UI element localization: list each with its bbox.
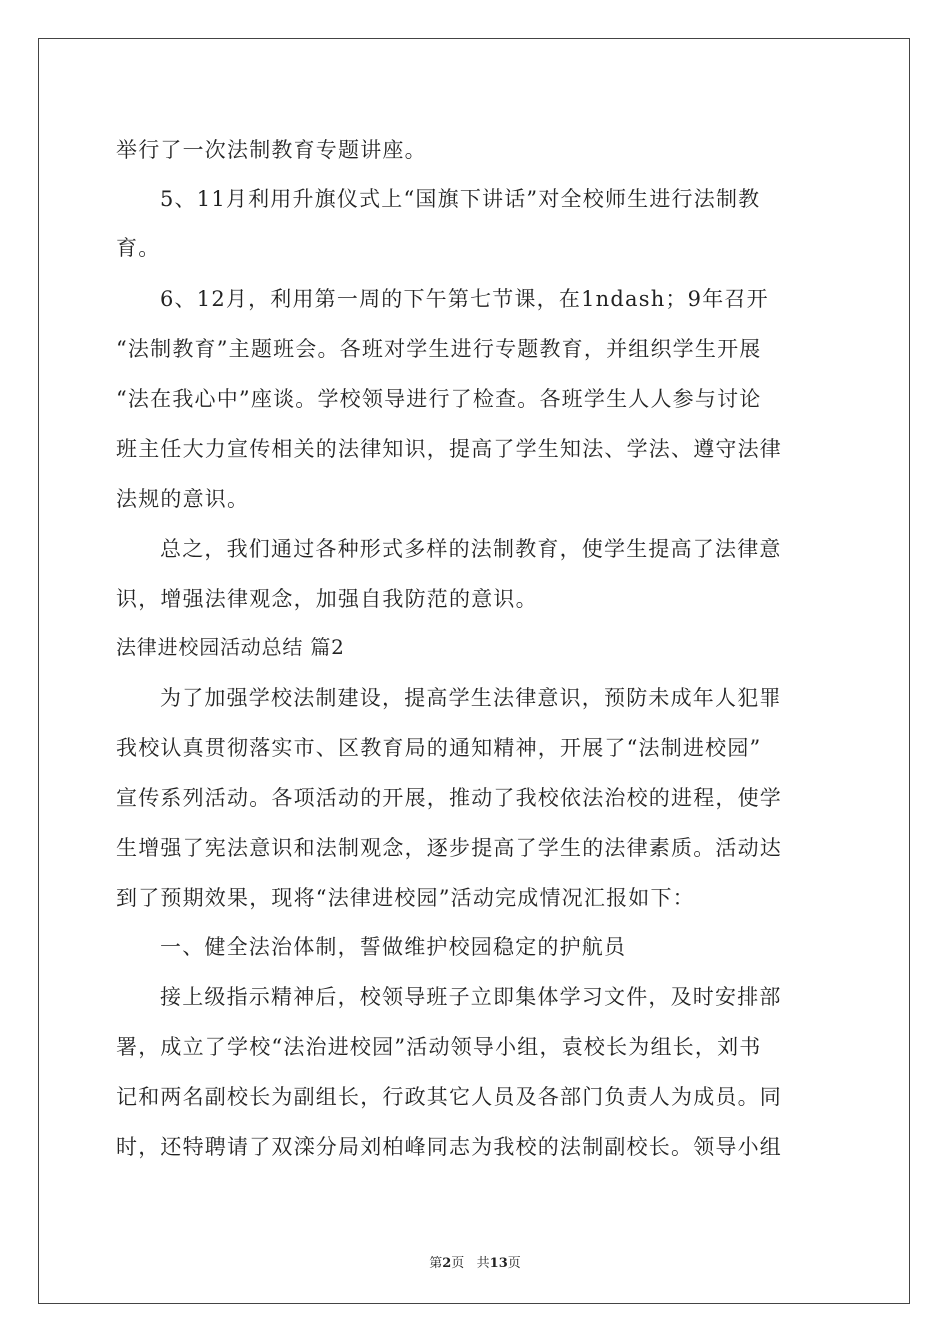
footer-prefix: 第	[429, 1256, 443, 1271]
section-heading: 法律进校园活动总结 篇2	[116, 635, 345, 659]
page-footer	[0, 1252, 950, 1271]
body-line: 生增强了宪法意识和法制观念，逐步提高了学生的法律素质。活动达	[116, 836, 782, 860]
body-line: 署，成立了学校“法治进校园”活动领导小组，袁校长为组长，刘书	[116, 1035, 762, 1059]
body-line: “法在我心中”座谈。学校领导进行了检查。各班学生人人参与讨论	[116, 387, 762, 411]
body-line: 我校认真贯彻落实市、区教育局的通知精神，开展了“法制进校园”	[116, 736, 762, 760]
body-line: 接上级指示精神后，校领导班子立即集体学习文件，及时安排部	[160, 985, 782, 1009]
page-border	[38, 38, 910, 1304]
footer-suffix: 页	[507, 1256, 521, 1271]
body-line: 法规的意识。	[116, 487, 250, 511]
body-line: 5、11月利用升旗仪式上“国旗下讲话”对全校师生进行法制教	[160, 187, 761, 211]
body-line: “法制教育”主题班会。各班对学生进行专题教育，并组织学生开展	[116, 337, 762, 361]
body-line: 育。	[116, 236, 161, 260]
body-line: 记和两名副校长为副组长，行政其它人员及各部门负责人为成员。同	[116, 1085, 782, 1109]
body-line: 宣传系列活动。各项活动的开展，推动了我校依法治校的进程，使学	[116, 786, 782, 810]
body-line: 班主任大力宣传相关的法律知识，提高了学生知法、学法、遵守法律	[116, 437, 782, 461]
footer-mid: 页 共	[451, 1256, 490, 1271]
current-page-number: 2	[442, 1256, 452, 1271]
body-line: 6、12月，利用第一周的下午第七节课，在1ndash；9年召开	[160, 287, 769, 311]
body-line: 举行了一次法制教育专题讲座。	[116, 138, 427, 162]
body-line: 为了加强学校法制建设，提高学生法律意识，预防未成年人犯罪	[160, 686, 782, 710]
body-line: 总之，我们通过各种形式多样的法制教育，使学生提高了法律意	[160, 537, 782, 561]
total-page-number: 13	[489, 1256, 508, 1271]
body-line: 识，增强法律观念，加强自我防范的意识。	[116, 587, 538, 611]
body-line: 到了预期效果，现将“法律进校园”活动完成情况汇报如下：	[116, 886, 695, 910]
body-line: 时，还特聘请了双滦分局刘柏峰同志为我校的法制副校长。领导小组	[116, 1135, 782, 1159]
body-line: 一、健全法治体制，誓做维护校园稳定的护航员	[160, 935, 627, 959]
